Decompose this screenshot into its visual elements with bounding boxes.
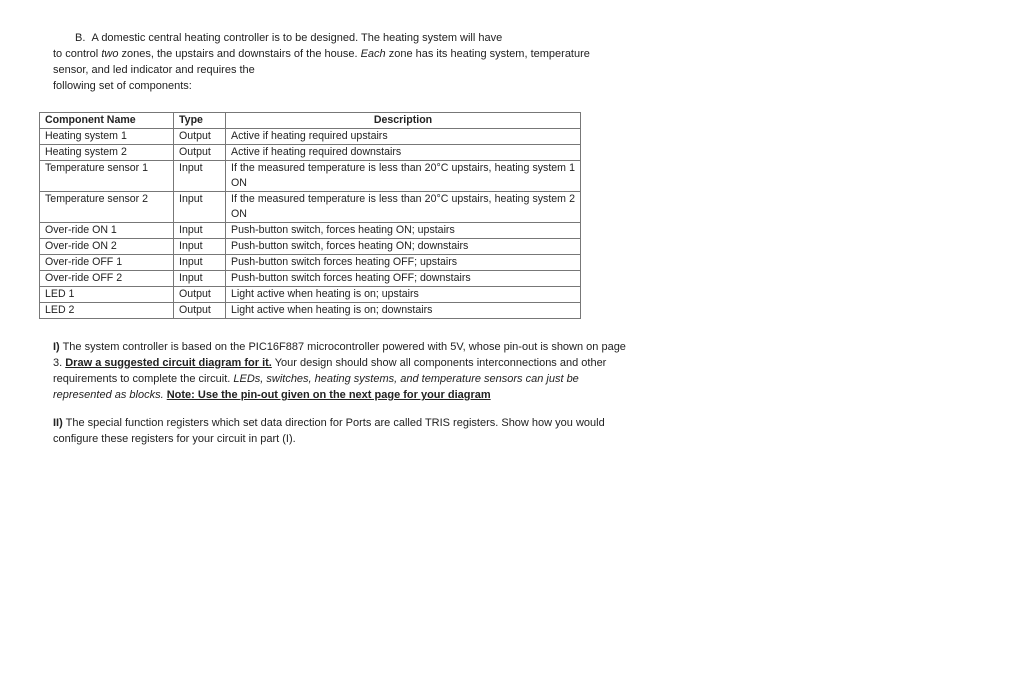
table-row [40,287,581,303]
type-cell: Output [174,303,226,319]
intro-line-2 [53,46,628,62]
type-cell: Output [174,287,226,303]
part-1-italic-note: LEDs, switches, heating systems, and temperature sensors can just be represented as blocks. [53,373,579,401]
table-row [40,223,581,239]
component-name-cell: Heating system 1 [40,129,174,145]
table-row [40,192,581,223]
part-1-note: Note: Use the pin-out given on the next page for your diagram [166,389,491,401]
description-cell: Active if heating required downstairs [226,145,581,161]
component-name-cell: LED 1 [40,287,174,303]
type-cell: Input [174,271,226,287]
part-1-instruction: Draw a suggested circuit diagram for it. [65,357,272,369]
intro-text-1: A domestic central heating controller is to be designed. The heating system will have [91,32,503,44]
description-cell: Light active when heating is on; downstairs [226,303,581,319]
component-name-cell: LED 2 [40,303,174,319]
table-row [40,161,581,192]
header-component-name: Component Name [40,113,174,129]
part-1-text-2: Your design should show all components interconnections and other requirements to complete the circuit. [53,357,607,385]
description-cell: Push-button switch, forces heating ON; downstairs [226,239,581,255]
description-cell: Push-button switch forces heating OFF; downstairs [226,271,581,287]
header-type: Type [174,113,226,129]
part-2-label: II) [53,417,63,429]
table-row [40,145,581,161]
part-1-label: I) [53,341,60,353]
type-cell: Input [174,161,226,192]
description-cell: Light active when heating is on; upstairs [226,287,581,303]
type-cell: Input [174,223,226,239]
question-intro [53,30,628,94]
header-description: Description [226,113,581,129]
description-cell: Push-button switch, forces heating ON; upstairs [226,223,581,239]
component-name-cell: Over-ride OFF 2 [40,271,174,287]
type-cell: Output [174,129,226,145]
components-table [39,112,581,319]
description-cell: If the measured temperature is less than 20°C upstairs, heating system 2 ON [226,192,581,223]
component-name-cell: Over-ride ON 1 [40,223,174,239]
intro-text-2b: zones, the upstairs and downstairs of the house. [118,48,361,60]
description-cell: Push-button switch forces heating OFF; upstairs [226,255,581,271]
component-name-cell: Heating system 2 [40,145,174,161]
table-row [40,271,581,287]
intro-line-1 [53,30,628,46]
table-row [40,303,581,319]
table-row [40,129,581,145]
type-cell: Output [174,145,226,161]
description-cell: If the measured temperature is less than 20°C upstairs, heating system 1 ON [226,161,581,192]
table-row [40,239,581,255]
question-label: B. [75,32,86,44]
table-row [40,255,581,271]
part-2-question [53,415,628,447]
intro-text-2c: zone has its heating system, temperature [385,48,590,60]
part-2-text: The special function registers which set data direction for Ports are called TRIS registers. Show how you would configure these registers for your circuit in part (I). [53,417,605,445]
intro-text-2a: to control [53,48,102,60]
intro-line-3: sensor, and led indicator and requires the [53,64,255,76]
intro-em-each: Each [360,48,386,60]
part-1-question [53,339,628,403]
intro-line-4: following set of components: [53,80,192,92]
component-name-cell: Temperature sensor 2 [40,192,174,223]
component-name-cell: Temperature sensor 1 [40,161,174,192]
table-header-row [40,113,581,129]
table-body [40,129,581,319]
type-cell: Input [174,239,226,255]
description-cell: Active if heating required upstairs [226,129,581,145]
intro-em-two: two [101,48,119,60]
component-name-cell: Over-ride OFF 1 [40,255,174,271]
type-cell: Input [174,192,226,223]
type-cell: Input [174,255,226,271]
part-1-text: The system controller is based on the PIC16F887 microcontroller powered with 5V, whose pin-out is shown on page 3. [53,341,626,369]
component-name-cell: Over-ride ON 2 [40,239,174,255]
